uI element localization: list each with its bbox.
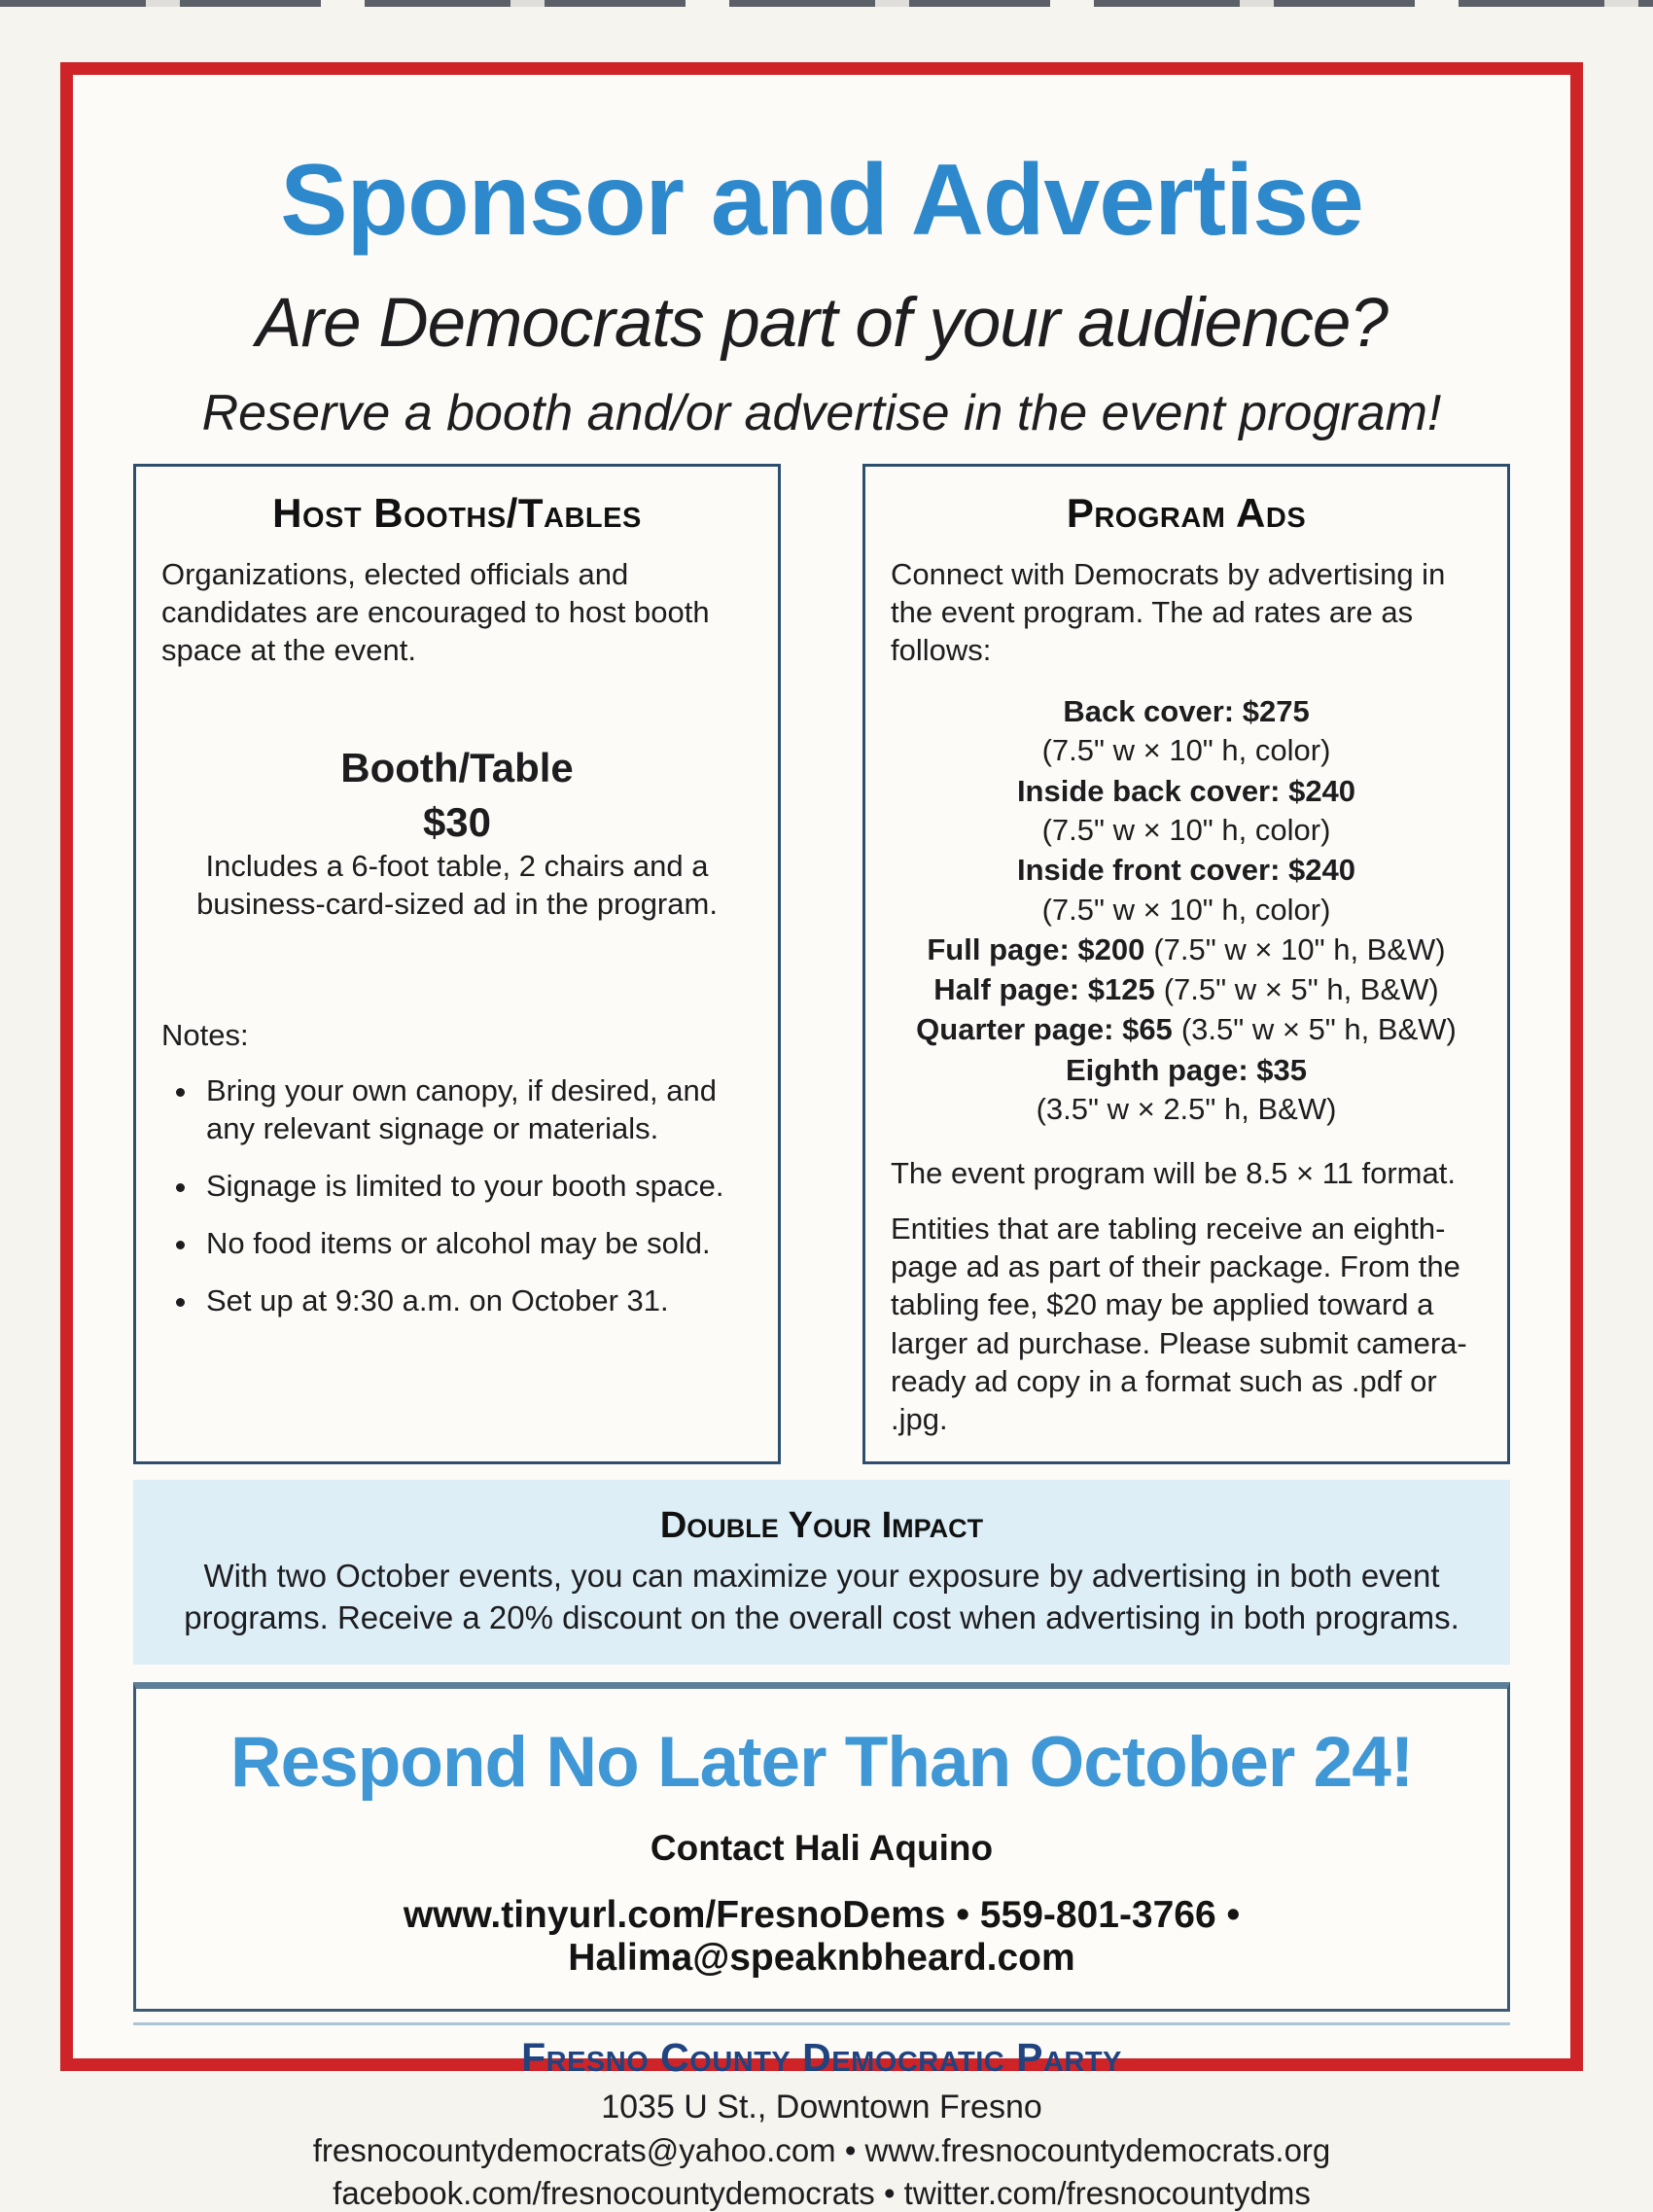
red-frame	[60, 62, 1583, 2211]
ad-rate-price: $240	[1288, 853, 1356, 888]
footer-contact-line: fresnocountydemocrats@yahoo.com • www.fresnocountydemocrats.org	[312, 2131, 1331, 2168]
ad-rate-spec: (7.5" w × 10" h, color)	[1041, 733, 1331, 768]
notes-label: Notes:	[161, 1017, 249, 1052]
booth-offer-title: Booth/Table	[340, 745, 574, 791]
ad-rate-price: $275	[1242, 694, 1310, 729]
ad-rate-price: $35	[1256, 1052, 1308, 1087]
ad-rate-heading	[916, 1012, 1173, 1046]
ad-rate-label: Half page:	[933, 972, 1080, 1007]
ad-rate-item	[891, 970, 1482, 1009]
ad-rate-price: $65	[1122, 1012, 1173, 1047]
ad-rate-spec: (7.5" w × 10" h, color)	[1041, 892, 1331, 927]
ad-rates-list	[891, 692, 1482, 1129]
ad-rate-item	[891, 692, 1482, 771]
impact-title: Double Your Impact	[659, 1504, 984, 1546]
ad-rate-item	[891, 1010, 1482, 1049]
booth-note-item: • No food items or alcohol may be sold.	[200, 1224, 753, 1262]
ads-box-title: Program Ads	[1066, 490, 1307, 536]
booth-offer-price: $30	[422, 799, 492, 846]
booth-offer-block	[161, 745, 753, 923]
ad-rate-heading	[1017, 853, 1355, 887]
contact-links-line: www.tinyurl.com/FresnoDems • 559-801-3766 • Halima@speaknbheard.com	[403, 1893, 1241, 1979]
ad-rate-item	[891, 772, 1482, 851]
ad-rate-label: Inside back cover:	[1016, 773, 1281, 808]
ad-rate-spec: (7.5" w × 10" h, B&W)	[1153, 931, 1446, 966]
booths-box-title: Host Booths/Tables	[272, 490, 642, 536]
booth-note-item: • Set up at 9:30 a.m. on October 31.	[200, 1282, 753, 1319]
tabling-note: Entities that are tabling receive an eighth-page ad as part of their package. From the tabling fee, $20 may be applied toward a larger ad purchase. Please submit camera-ready ad copy in a format such as .pdf or .jpg.	[891, 1211, 1467, 1436]
ad-rate-heading	[927, 932, 1144, 966]
ad-rate-price: $125	[1087, 972, 1155, 1007]
ad-rate-heading	[1017, 774, 1355, 808]
ad-rate-label: Eighth page:	[1065, 1052, 1249, 1087]
ad-rate-spec: (7.5" w × 10" h, color)	[1041, 812, 1331, 847]
footer-social-line: facebook.com/fresnocountydemocrats • twitter.com/fresnocountydms	[333, 2174, 1311, 2211]
ad-rate-label: Quarter page:	[916, 1012, 1114, 1047]
ad-rate-price: $240	[1288, 773, 1356, 808]
ad-rate-item	[891, 851, 1482, 930]
contact-name: Contact Hali Aquino	[650, 1827, 994, 1868]
booth-notes-list	[161, 1071, 753, 1319]
ad-rate-label: Full page:	[927, 931, 1070, 966]
ad-rate-heading	[933, 972, 1154, 1006]
ad-rate-heading	[1063, 694, 1309, 728]
ads-intro: Connect with Democrats by advertising in the event program. The ad rates are as follows:	[891, 556, 1446, 667]
ad-rate-heading	[1066, 1053, 1307, 1087]
page-subtitle: Are Democrats part of your audience?	[256, 285, 1388, 362]
ad-rate-item	[891, 1051, 1482, 1130]
booth-note-item: • Signage is limited to your booth space.	[200, 1167, 753, 1205]
page-title: Sponsor and Advertise	[280, 144, 1363, 257]
booths-intro: Organizations, elected officials and candidates are encouraged to host booth space at the event.	[161, 556, 710, 667]
page-footer	[133, 2035, 1510, 2212]
ad-rate-label: Back cover:	[1063, 694, 1235, 729]
booth-note-item: • Bring your own canopy, if desired, and any relevant signage or materials.	[200, 1071, 753, 1147]
program-format-note: The event program will be 8.5 × 11 format.	[891, 1156, 1456, 1191]
ad-rate-item	[891, 930, 1482, 969]
host-booths-box	[133, 464, 781, 1464]
footer-organization-name: Fresno County Democratic Party	[521, 2034, 1122, 2080]
respond-deadline-headline: Respond No Later Than October 24!	[229, 1722, 1414, 1802]
respond-box	[133, 1682, 1510, 2012]
booth-offer-details: Includes a 6-foot table, 2 chairs and a business-card-sized ad in the program.	[196, 848, 718, 921]
page-tagline: Reserve a booth and/or advertise in the event program!	[201, 385, 1442, 441]
program-ads-box	[862, 464, 1510, 1464]
scan-artifact-strip	[0, 0, 1653, 7]
two-column-section	[133, 464, 1510, 1464]
ad-rate-price: $200	[1077, 931, 1145, 966]
footer-address: 1035 U St., Downtown Fresno	[601, 2088, 1042, 2125]
ad-rate-spec: (3.5" w × 5" h, B&W)	[1180, 1012, 1457, 1047]
ad-rate-label: Inside front cover:	[1016, 853, 1281, 888]
impact-text: With two October events, you can maximize your exposure by advertising in both event programs. Receive a 20% discount on the overall cost when advertising in both programs.	[184, 1557, 1460, 1636]
ad-rate-spec: (3.5" w × 2.5" h, B&W)	[1036, 1092, 1337, 1127]
double-impact-banner	[133, 1480, 1510, 1665]
divider-line	[133, 2022, 1510, 2025]
ad-rate-spec: (7.5" w × 5" h, B&W)	[1163, 972, 1439, 1007]
